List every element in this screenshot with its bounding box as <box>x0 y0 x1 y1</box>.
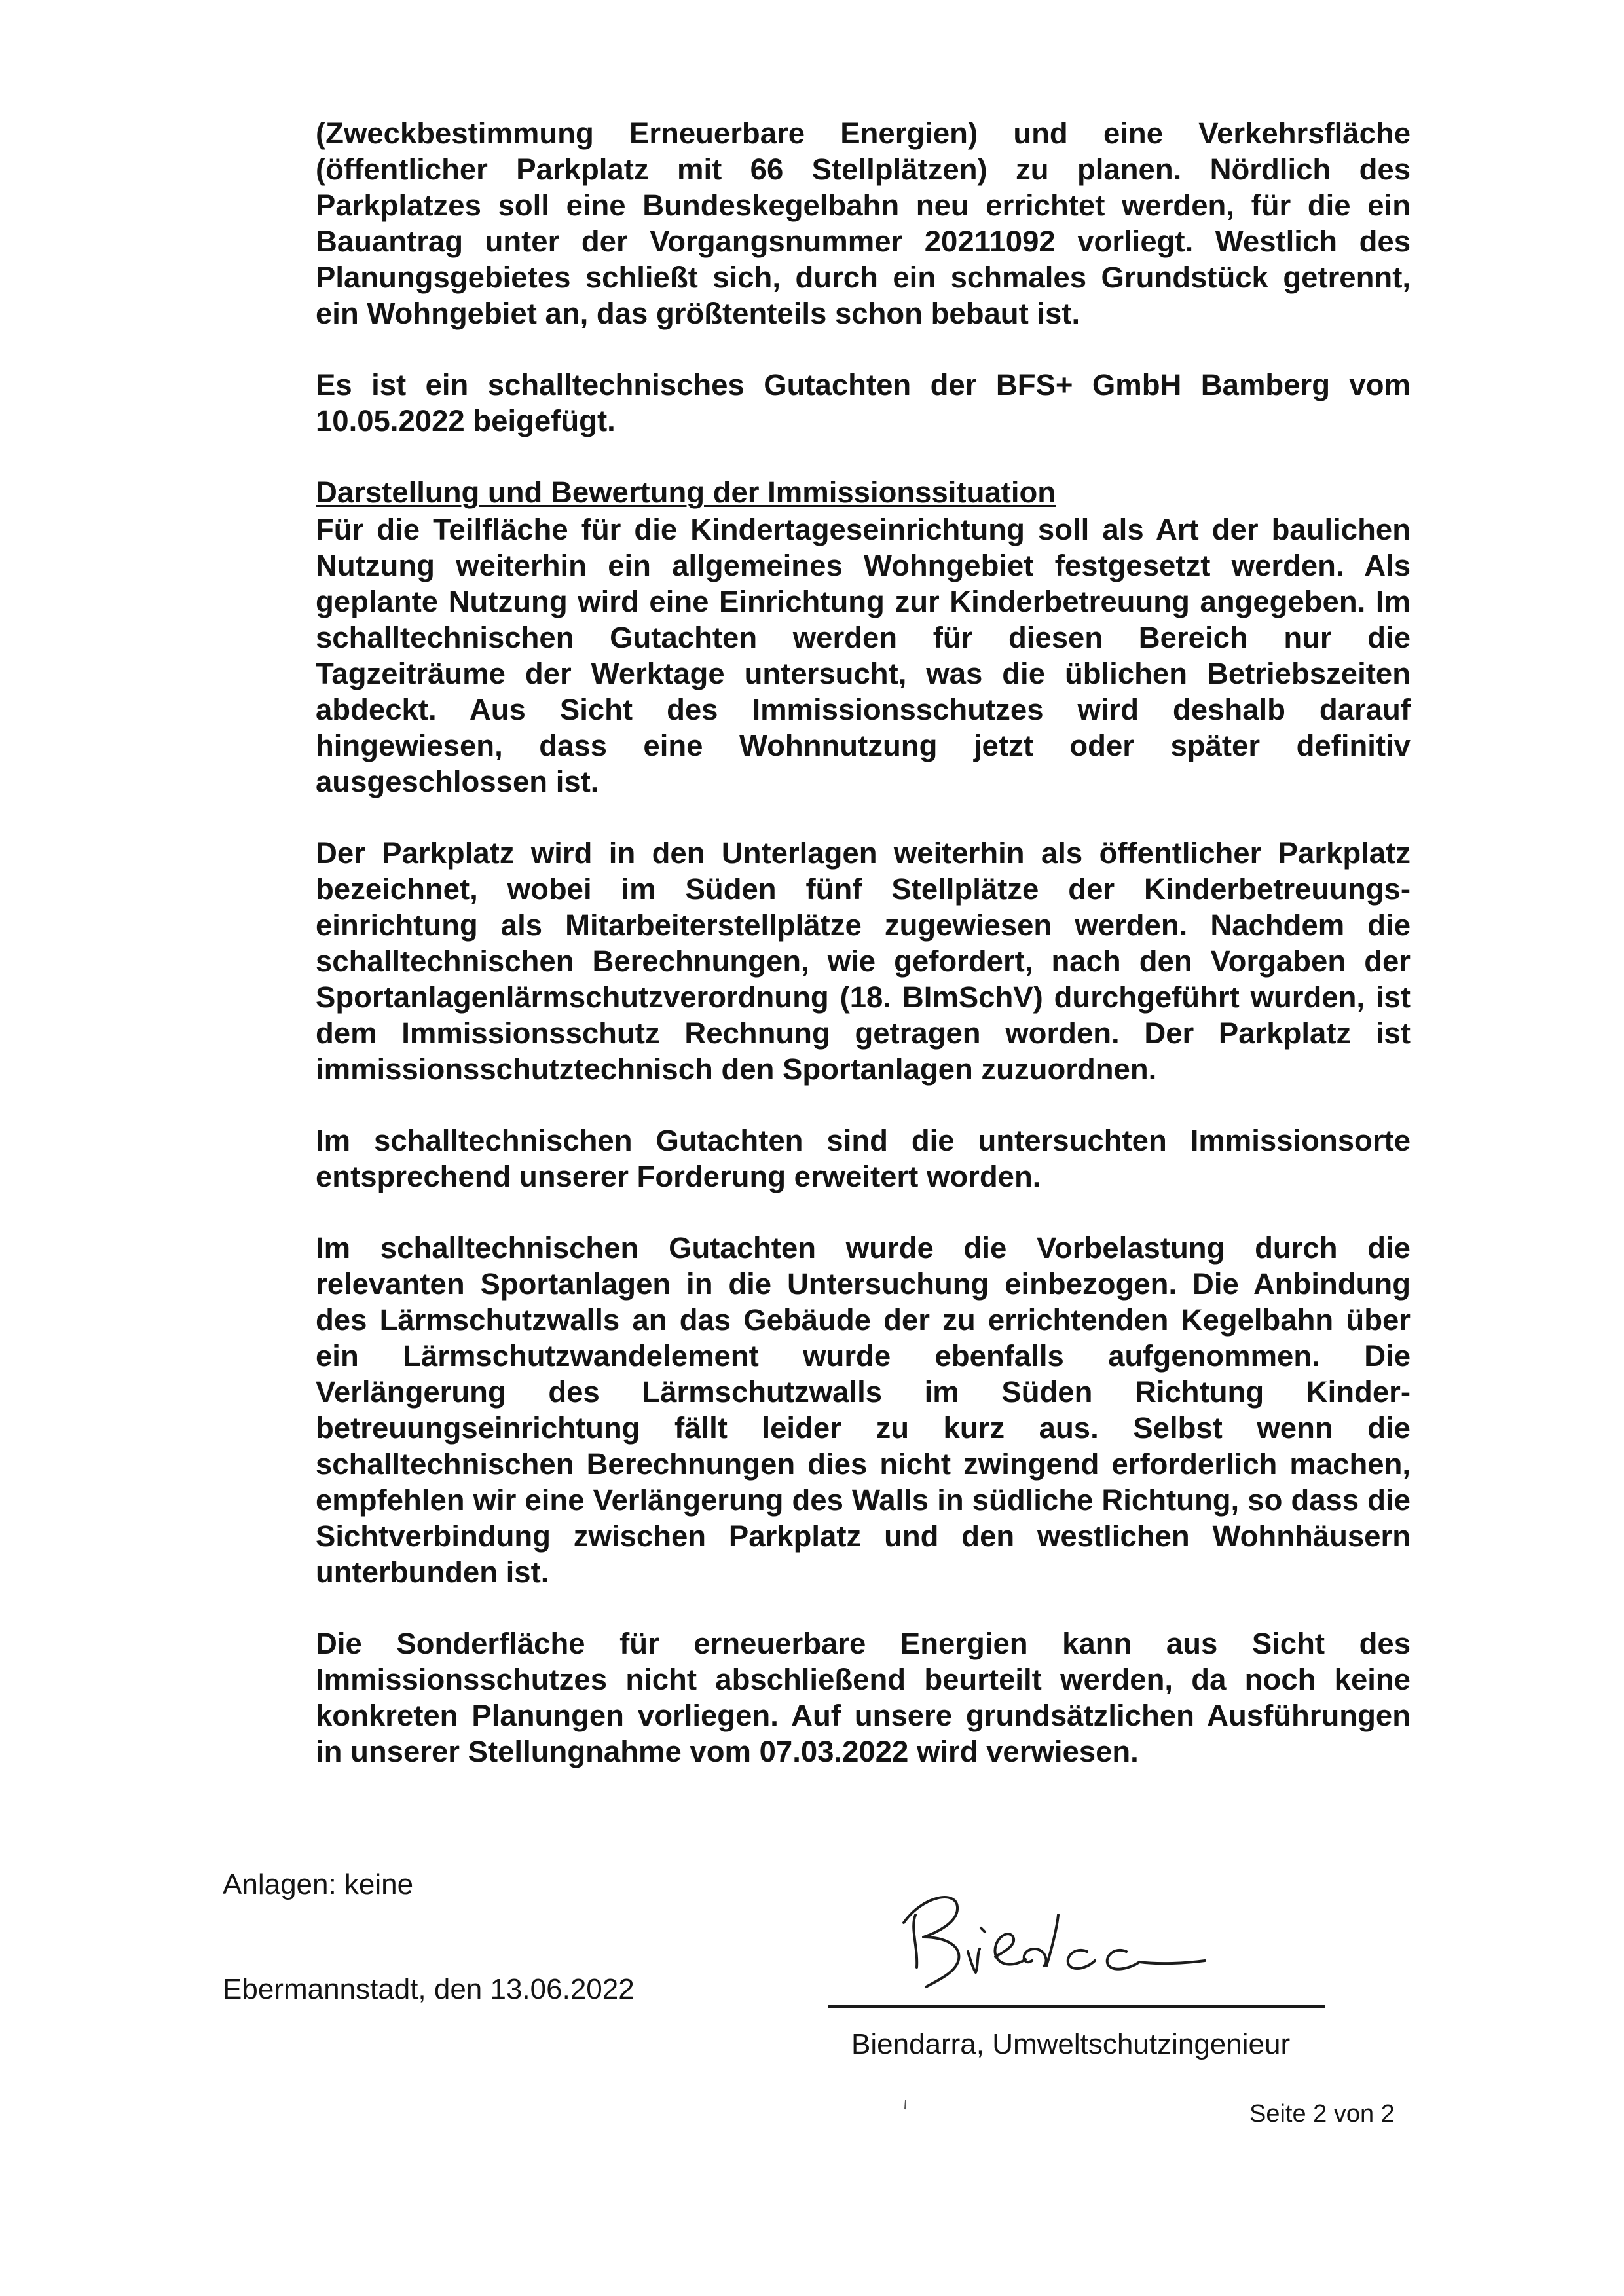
attachments-note: Anlagen: keine <box>223 1868 414 1900</box>
paragraph-immission-locations: Im schalltechnischen Gutachten sind die untersuchten Immissionsorte entsprechend unserer Forderung erweitert worden. <box>316 1124 1411 1193</box>
letter-body <box>316 115 1411 1805</box>
paragraph-parking-lot: Der Parkplatz wird in den Unterlagen weiterhin als öffentlicher Parkplatz bezeichnet, wobei im Süden fünf Stellplätze der Kinderbetreuungseinrichtung als Mitarbeiterstellplätze zugewiesen werden. Nachdem die schalltechnischen Berechnungen, wie gefordert, nach den Vorgaben der Sportanlagenlärmschutzverordnung (18. BImSchV) durchgeführt wurden, ist dem Immissionsschutz Rechnung getragen worden. Der Parkplatz ist immissionsschutztechnisch den Sportanlagen zuzuordnen. <box>316 836 1411 1086</box>
paragraph-planning-area: (Zweckbestimmung Erneuerbare Energien) und eine Verkehrsfläche (öffentlicher Parkplatz mit 66 Stellplätzen) zu planen. Nördlich des Parkplatzes soll eine Bundeskegelbahn neu errichtet werden, für die ein Bauantrag unter der Vorgangsnummer 20211092 vorliegt. Westlich des Planungsgebietes schließt sich, durch ein schmales Grundstück getrennt, ein Wohngebiet an, das größtenteils schon bebaut ist. <box>316 117 1411 330</box>
paragraph-noise-barrier: Im schalltechnischen Gutachten wurde die Vorbelastung durch die relevanten Sportanlagen in die Untersuchung einbezogen. Die Anbindung des Lärmschutzwalls an das Gebäude der zu errichtenden Kegelbahn über ein Lärmschutzwandelement wurde ebenfalls aufgenommen. Die Verlängerung des Lärmschutzwalls im Süden Richtung Kinderbetreuungseinrichtung fällt leider zu kurz aus. Selbst wenn die schalltechnischen Berechnungen dies nicht zwingend erforderlich machen, empfehlen wir eine Verlängerung des Walls in südliche Richtung, so dass die Sichtverbindung zwischen Parkplatz und den westlichen Wohnhäusern unterbunden ist. <box>316 1231 1411 1589</box>
section-heading: Darstellung und Bewertung der Immissionssituation <box>316 475 1056 509</box>
paragraph-daycare-area: Für die Teilfläche für die Kindertageseinrichtung soll als Art der baulichen Nutzung weiterhin ein allgemeines Wohngebiet festgesetzt werden. Als geplante Nutzung wird eine Einrichtung zur Kinderbetreuung angegeben. Im schalltechnischen Gutachten werden für diesen Bereich nur die Tagzeiträume der Werktage untersucht, was die üblichen Betriebszeiten abdeckt. Aus Sicht des Immissionsschutzes wird deshalb darauf hingewiesen, dass eine Wohnnutzung jetzt oder später definitiv ausgeschlossen ist. <box>316 513 1411 798</box>
page-number: Seite 2 von 2 <box>1249 2100 1395 2128</box>
handwritten-signature <box>897 1889 1264 2000</box>
scan-speck <box>904 2100 908 2110</box>
place-date: Ebermannstadt, den 13.06.2022 <box>223 1973 635 2005</box>
signer-name: Biendarra, Umweltschutzingenieur <box>851 2028 1291 2060</box>
paragraph-noise-report: Es ist ein schalltechnisches Gutachten der BFS+ GmbH Bamberg vom 10.05.2022 beigefügt. <box>316 368 1411 437</box>
signature-line <box>828 2005 1325 2008</box>
paragraph-renewable-energy: Die Sonderfläche für erneuerbare Energien kann aus Sicht des Immissionsschutzes nicht abschließend beurteilt werden, da noch keine konkreten Planungen vorliegen. Auf unsere grundsätzlichen Ausführungen in unserer Stellungnahme vom 07.03.2022 wird verwiesen. <box>316 1627 1411 1768</box>
